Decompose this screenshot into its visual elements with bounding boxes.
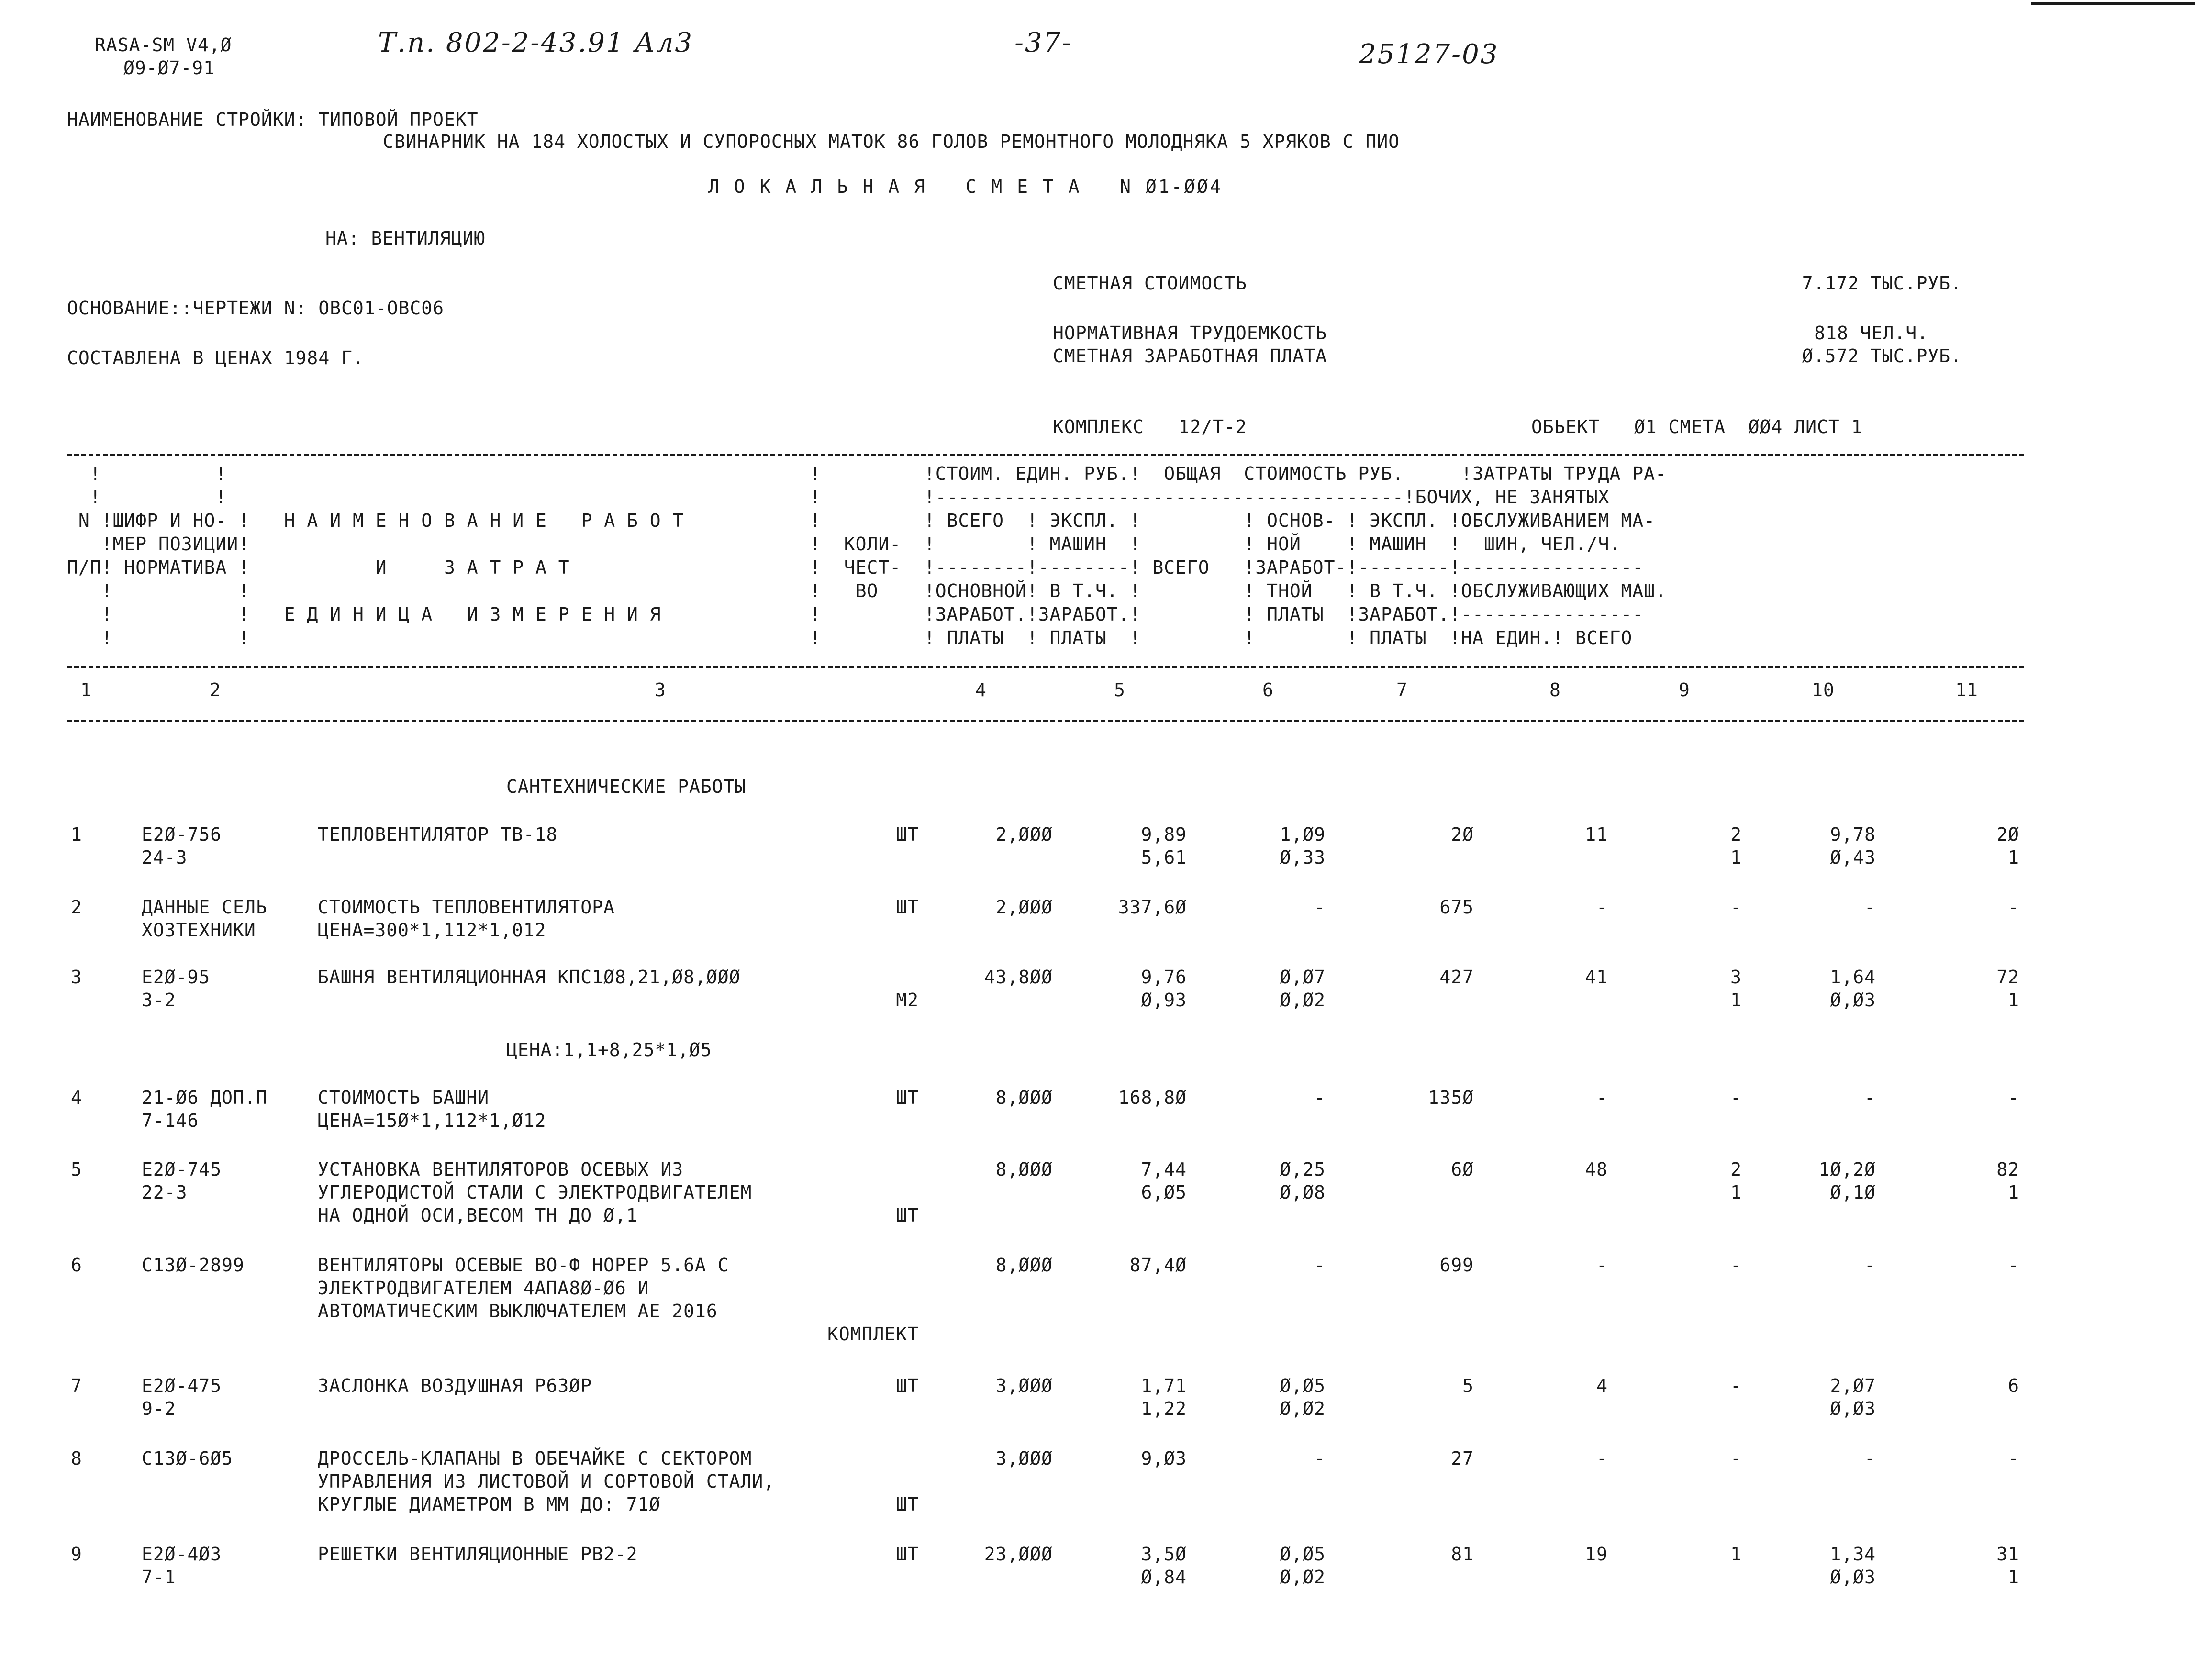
labor-per-unit: - [1864, 1087, 1876, 1108]
unit-cost-total: 1,71 [1141, 1375, 1187, 1396]
work-name: ДРОССЕЛЬ-КЛАПАНЫ В ОБЕЧАЙКЕ С СЕКТОРОМ [318, 1448, 752, 1469]
total-base-wages: 19 [1585, 1544, 1608, 1565]
header-line-1: ! ! ! !СТОИМ. ЕДИН. РУБ.! ОБЩАЯ СТОИМОСТЬ РУБ. !ЗАТРАТЫ ТРУДА РА- [67, 463, 1667, 484]
quantity: 8,ØØØ [995, 1159, 1053, 1180]
total-base-wages: 11 [1585, 824, 1608, 845]
total-machines: 3 [1730, 967, 1742, 988]
labor-machine-total: 1 [2008, 990, 2019, 1011]
labor-total: - [2008, 1087, 2019, 1108]
unit-cost-wages: 6,Ø5 [1141, 1182, 1187, 1203]
header-line-8: ! ! ! ! ПЛАТЫ ! ПЛАТЫ ! ! ! ПЛАТЫ !НА ЕДИН.! ВСЕГО [67, 627, 1633, 648]
unit-cost-machines: Ø,Ø5 [1280, 1544, 1326, 1565]
row-number: 1 [71, 824, 82, 845]
work-name: ЗАСЛОНКА ВОЗДУШНАЯ Р63ØР [318, 1375, 592, 1396]
work-name: РЕШЕТКИ ВЕНТИЛЯЦИОННЫЕ РВ2-2 [318, 1544, 638, 1565]
norm-code-sub: 7-1 [142, 1567, 176, 1588]
estimate-title: Л О К А Л Ь Н А Я С М Е Т А N Ø1-ØØ4 [708, 176, 1223, 197]
row-number: 6 [71, 1255, 82, 1276]
norm-code: 21-Ø6 ДОП.П [142, 1087, 267, 1108]
quantity: 8,ØØØ [995, 1087, 1053, 1108]
column-number: 6 [1262, 679, 1274, 701]
norm-code: Е2Ø-745 [142, 1159, 222, 1180]
unit-cost-machine-wages: Ø,Ø2 [1280, 1567, 1326, 1588]
price-level: СОСТАВЛЕНА В ЦЕНАХ 1984 Г. [67, 347, 364, 368]
program-name: RASA-SM V4,Ø [95, 34, 232, 56]
header-line-4: !МЕР ПОЗИЦИИ! ! КОЛИ- ! ! МАШИН ! ! НОЙ ! МАШИН ! ШИН, ЧЕЛ./Ч. [67, 534, 1621, 555]
row-number: 2 [71, 897, 82, 918]
labor-machine-per-unit: Ø,Ø3 [1830, 1398, 1876, 1419]
unit-cost-wages: 1,22 [1141, 1398, 1187, 1419]
unit: ШТ [896, 897, 919, 918]
unit-cost-total: 168,8Ø [1118, 1087, 1187, 1108]
unit-cost-machine-wages: Ø,33 [1280, 847, 1326, 868]
labor-label: НОРМАТИВНАЯ ТРУДОЕМКОСТЬ [1053, 323, 1327, 344]
total-cost: 427 [1439, 967, 1474, 988]
work-name-line-2: ЦЕНА=300*1,112*1,012 [318, 920, 546, 941]
total-cost: 675 [1439, 897, 1474, 918]
work-name-line-3: АВТОМАТИЧЕСКИМ ВЫКЛЮЧАТЕЛЕМ АЕ 2016 [318, 1301, 718, 1322]
norm-code-sub: 24-3 [142, 847, 188, 868]
header-mid-rule [67, 666, 2024, 668]
total-machines: - [1730, 1375, 1742, 1396]
unit: КОМПЛЕКТ [827, 1324, 919, 1345]
total-cost: 6Ø [1451, 1159, 1474, 1180]
unit-cost-wages: Ø,84 [1141, 1567, 1187, 1588]
labor-machine-total: 1 [2008, 1567, 2019, 1588]
norm-code: ДАННЫЕ СЕЛЬ [142, 897, 267, 918]
unit-cost-machines: Ø,25 [1280, 1159, 1326, 1180]
column-number: 8 [1549, 679, 1561, 701]
column-number: 3 [655, 679, 666, 701]
labor-machine-total: 1 [2008, 1182, 2019, 1203]
labor-total: - [2008, 1255, 2019, 1276]
work-name-line-2: УПРАВЛЕНИЯ ИЗ ЛИСТОВОЙ И СОРТОВОЙ СТАЛИ, [318, 1471, 775, 1492]
header-bottom-rule [67, 720, 2024, 722]
wage-label: СМЕТНАЯ ЗАРАБОТНАЯ ПЛАТА [1053, 345, 1327, 367]
norm-code: С13Ø-6Ø5 [142, 1448, 234, 1469]
labor-per-unit: - [1864, 897, 1876, 918]
labor-machine-per-unit: Ø,1Ø [1830, 1182, 1876, 1203]
unit-cost-machine-wages: Ø,Ø2 [1280, 1398, 1326, 1419]
column-number: 7 [1396, 679, 1408, 701]
header-line-7: ! ! Е Д И Н И Ц А И З М Е Р Е Н И Я ! !ЗАРАБОТ.!ЗАРАБОТ.! ! ПЛАТЫ !ЗАРАБОТ.!---------------- [67, 604, 1644, 625]
unit-cost-wages: 5,61 [1141, 847, 1187, 868]
unit-cost-machine-wages: Ø,Ø8 [1280, 1182, 1326, 1203]
quantity: 2,ØØØ [995, 897, 1053, 918]
column-number: 2 [210, 679, 221, 701]
labor-machine-total: 1 [2008, 847, 2019, 868]
archive-number: 25127-03 [1359, 39, 1499, 70]
work-name-line-3: НА ОДНОЙ ОСИ,ВЕСОМ ТН ДО Ø,1 [318, 1205, 638, 1226]
labor-per-unit: 9,78 [1830, 824, 1876, 845]
unit-cost-wages: Ø,93 [1141, 990, 1187, 1011]
norm-code: Е2Ø-475 [142, 1375, 222, 1396]
total-base-wages: - [1596, 1255, 1608, 1276]
labor-machine-per-unit: Ø,43 [1830, 847, 1876, 868]
total-machines: - [1730, 1087, 1742, 1108]
header-line-6: ! ! ! ВО !ОСНОВНОЙ! В Т.Ч. ! ! ТНОЙ ! В Т.Ч. !ОБСЛУЖИВАЮЩИХ МАШ. [67, 580, 1667, 601]
norm-code-sub: 22-3 [142, 1182, 188, 1203]
price-note: ЦЕНА:1,1+8,25*1,Ø5 [506, 1039, 712, 1060]
labor-per-unit: 1Ø,2Ø [1818, 1159, 1876, 1180]
labor-per-unit: - [1864, 1255, 1876, 1276]
construction-label: НАИМЕНОВАНИЕ СТРОЙКИ: ТИПОВОЙ ПРОЕКТ [67, 109, 479, 130]
total-cost: 27 [1451, 1448, 1474, 1469]
object-line: ОБЬЕКТ Ø1 СМЕТА ØØ4 ЛИСТ 1 [1531, 416, 1863, 437]
total-machine-wages: 1 [1730, 847, 1742, 868]
quantity: 3,ØØØ [995, 1448, 1053, 1469]
unit-cost-total: 9,Ø3 [1141, 1448, 1187, 1469]
estimate-basis: ОСНОВАНИЕ::ЧЕРТЕЖИ N: ОВС01-ОВС06 [67, 298, 444, 319]
column-number: 4 [975, 679, 987, 701]
labor-per-unit: 1,34 [1830, 1544, 1876, 1565]
cost-value: 7.172 ТЫС.РУБ. [1802, 273, 1962, 294]
total-base-wages: - [1596, 897, 1608, 918]
norm-code: Е2Ø-95 [142, 967, 211, 988]
unit-cost-machine-wages: Ø,Ø2 [1280, 990, 1326, 1011]
labor-total: 31 [1996, 1544, 2019, 1565]
norm-code-sub: 9-2 [142, 1398, 176, 1419]
labor-total: 2Ø [1996, 824, 2019, 845]
quantity: 2,ØØØ [995, 824, 1053, 845]
column-number: 10 [1812, 679, 1835, 701]
quantity: 3,ØØØ [995, 1375, 1053, 1396]
program-date: Ø9-Ø7-91 [123, 57, 215, 78]
total-base-wages: 4 [1596, 1375, 1608, 1396]
labor-value: 818 ЧЕЛ.Ч. [1814, 323, 1928, 344]
header-line-2: ! ! ! !-----------------------------------------!БОЧИХ, НЕ ЗАНЯТЫХ [67, 487, 1610, 508]
unit: ШТ [896, 1375, 919, 1396]
total-machine-wages: 1 [1730, 1182, 1742, 1203]
quantity: 8,ØØØ [995, 1255, 1053, 1276]
project-code-handwritten: Т.п. 802-2-43.91 Ал3 [378, 27, 693, 58]
section-title: САНТЕХНИЧЕСКИЕ РАБОТЫ [506, 776, 747, 797]
norm-code-sub: 3-2 [142, 990, 176, 1011]
work-name-line-2: ЦЕНА=15Ø*1,112*1,Ø12 [318, 1110, 546, 1131]
wage-value: Ø.572 ТЫС.РУБ. [1802, 345, 1962, 367]
labor-total: - [2008, 897, 2019, 918]
work-name: ТЕПЛОВЕНТИЛЯТОР ТВ-18 [318, 824, 558, 845]
quantity: 43,8ØØ [984, 967, 1053, 988]
header-line-5: П/П! НОРМАТИВА ! И З А Т Р А Т ! ЧЕСТ- !--------!--------! ВСЕГО !ЗАРАБОТ-!--------!---------------- [67, 557, 1644, 578]
labor-per-unit: 1,64 [1830, 967, 1876, 988]
page-number: -37- [1014, 27, 1073, 58]
total-cost: 2Ø [1451, 824, 1474, 845]
row-number: 4 [71, 1087, 82, 1108]
total-base-wages: - [1596, 1087, 1608, 1108]
header-top-rule [67, 454, 2024, 456]
norm-code: С13Ø-2899 [142, 1255, 245, 1276]
total-machines: 2 [1730, 1159, 1742, 1180]
unit: ШТ [896, 1544, 919, 1565]
row-number: 3 [71, 967, 82, 988]
quantity: 23,ØØØ [984, 1544, 1053, 1565]
header-line-3: N !ШИФР И НО- ! Н А И М Е Н О В А Н И Е Р А Б О Т ! ! ВСЕГО ! ЭКСПЛ. ! ! ОСНОВ- ! ЭКСПЛ. !ОБСЛУЖИВАНИЕМ МА- [67, 510, 1656, 531]
total-cost: 699 [1439, 1255, 1474, 1276]
unit-cost-machines: - [1314, 1255, 1326, 1276]
row-number: 9 [71, 1544, 82, 1565]
unit-cost-total: 337,6Ø [1118, 897, 1187, 918]
total-base-wages: 41 [1585, 967, 1608, 988]
unit-cost-machines: - [1314, 1087, 1326, 1108]
row-number: 5 [71, 1159, 82, 1180]
unit-cost-machines: - [1314, 1448, 1326, 1469]
norm-code-sub: 7-146 [142, 1110, 199, 1131]
work-name: УСТАНОВКА ВЕНТИЛЯТОРОВ ОСЕВЫХ ИЗ [318, 1159, 684, 1180]
labor-per-unit: 2,Ø7 [1830, 1375, 1876, 1396]
unit: ШТ [896, 1205, 919, 1226]
labor-total: - [2008, 1448, 2019, 1469]
estimate-purpose: НА: ВЕНТИЛЯЦИЮ [325, 228, 486, 249]
unit: ШТ [896, 1087, 919, 1108]
work-name: СТОИМОСТЬ ТЕПЛОВЕНТИЛЯТОРА [318, 897, 615, 918]
total-base-wages: 48 [1585, 1159, 1608, 1180]
unit-cost-machines: Ø,Ø5 [1280, 1375, 1326, 1396]
labor-machine-per-unit: Ø,Ø3 [1830, 1567, 1876, 1588]
construction-name: СВИНАРНИК НА 184 ХОЛОСТЫХ И СУПОРОСНЫХ МАТОК 86 ГОЛОВ РЕМОНТНОГО МОЛОДНЯКА 5 ХРЯКОВ С ПИО [383, 131, 1400, 152]
total-cost: 135Ø [1428, 1087, 1474, 1108]
labor-total: 6 [2008, 1375, 2019, 1396]
work-name: СТОИМОСТЬ БАШНИ [318, 1087, 490, 1108]
labor-per-unit: - [1864, 1448, 1876, 1469]
work-name-line-2: ЭЛЕКТРОДВИГАТЕЛЕМ 4АПА8Ø-Ø6 И [318, 1278, 649, 1299]
unit-cost-machines: 1,Ø9 [1280, 824, 1326, 845]
unit-cost-machines: Ø,Ø7 [1280, 967, 1326, 988]
total-machine-wages: 1 [1730, 990, 1742, 1011]
unit-cost-total: 3,5Ø [1141, 1544, 1187, 1565]
total-cost: 81 [1451, 1544, 1474, 1565]
unit: ШТ [896, 1494, 919, 1515]
total-machines: 2 [1730, 824, 1742, 845]
labor-total: 72 [1996, 967, 2019, 988]
complex-line: КОМПЛЕКС 12/Т-2 [1053, 416, 1247, 437]
work-name-line-2: УГЛЕРОДИСТОЙ СТАЛИ С ЭЛЕКТРОДВИГАТЕЛЕМ [318, 1182, 752, 1203]
row-number: 7 [71, 1375, 82, 1396]
work-name: ВЕНТИЛЯТОРЫ ОСЕВЫЕ ВО-Ф НОРЕР 5.6А С [318, 1255, 729, 1276]
column-number: 11 [1955, 679, 1978, 701]
row-number: 8 [71, 1448, 82, 1469]
norm-code: Е2Ø-4Ø3 [142, 1544, 222, 1565]
unit-cost-total: 9,89 [1141, 824, 1187, 845]
total-machines: 1 [1730, 1544, 1742, 1565]
cost-label: СМЕТНАЯ СТОИМОСТЬ [1053, 273, 1247, 294]
labor-total: 82 [1996, 1159, 2019, 1180]
total-machines: - [1730, 897, 1742, 918]
column-number: 1 [80, 679, 92, 701]
work-name: БАШНЯ ВЕНТИЛЯЦИОННАЯ КПС1Ø8,21,Ø8,ØØØ [318, 967, 741, 988]
unit-cost-total: 87,4Ø [1129, 1255, 1187, 1276]
labor-machine-per-unit: Ø,Ø3 [1830, 990, 1876, 1011]
column-number: 9 [1679, 679, 1690, 701]
unit-cost-machines: - [1314, 897, 1326, 918]
norm-code-sub: ХОЗТЕХНИКИ [142, 920, 256, 941]
total-base-wages: - [1596, 1448, 1608, 1469]
unit: М2 [896, 990, 919, 1011]
norm-code: Е2Ø-756 [142, 824, 222, 845]
scan-edge-mark [2031, 2, 2195, 5]
unit: ШТ [896, 824, 919, 845]
total-cost: 5 [1462, 1375, 1474, 1396]
unit-cost-total: 7,44 [1141, 1159, 1187, 1180]
unit-cost-total: 9,76 [1141, 967, 1187, 988]
total-machines: - [1730, 1448, 1742, 1469]
total-machines: - [1730, 1255, 1742, 1276]
work-name-line-3: КРУГЛЫЕ ДИАМЕТРОМ В ММ ДО: 71Ø [318, 1494, 661, 1515]
column-number: 5 [1114, 679, 1125, 701]
